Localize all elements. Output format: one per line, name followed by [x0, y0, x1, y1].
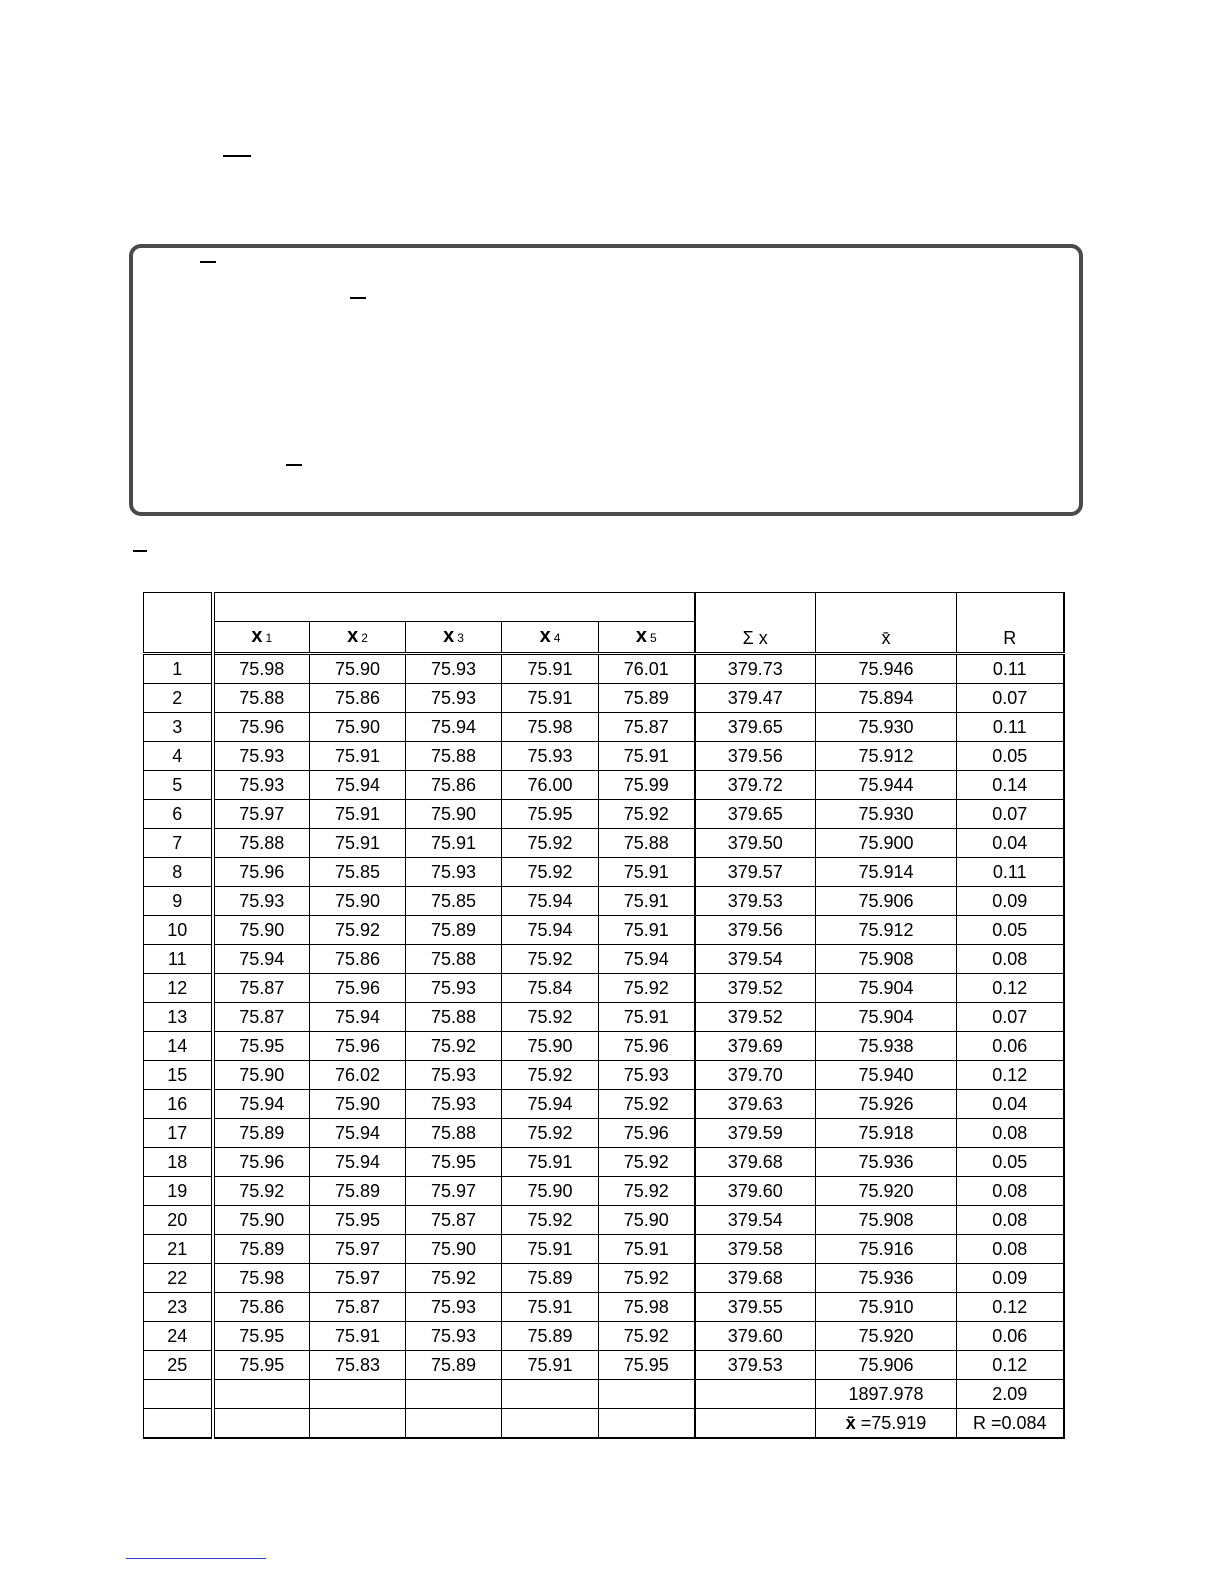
- range-cell: 0.07: [957, 800, 1064, 829]
- x5-cell: 75.92: [599, 1322, 695, 1351]
- sum-cell: 379.59: [695, 1119, 816, 1148]
- x1-cell: 75.95: [213, 1351, 310, 1380]
- overline-mark-1: [200, 261, 216, 263]
- mean-cell: 75.926: [816, 1090, 957, 1119]
- header-group-row: [144, 593, 1064, 622]
- range-cell: 0.07: [957, 1003, 1064, 1032]
- x1-cell: 75.95: [213, 1032, 310, 1061]
- x1-cell: 75.90: [213, 1206, 310, 1235]
- sum-cell: 379.68: [695, 1148, 816, 1177]
- mean-cell: 75.906: [816, 887, 957, 916]
- x5-cell: 75.91: [599, 1235, 695, 1264]
- mean-cell: 75.908: [816, 1206, 957, 1235]
- totals-row-mean-cell: 1897.978: [816, 1380, 957, 1409]
- x4-cell: 75.90: [502, 1177, 599, 1206]
- x2-cell: 75.91: [310, 742, 406, 771]
- x2-cell: 76.02: [310, 1061, 406, 1090]
- sum-cell: 379.56: [695, 742, 816, 771]
- x5-cell: 75.99: [599, 771, 695, 800]
- mean-cell: 75.940: [816, 1061, 957, 1090]
- overline-mark-4: [133, 550, 147, 552]
- table-row: [144, 742, 1064, 771]
- row-number: 21: [144, 1235, 213, 1264]
- row-number: 18: [144, 1148, 213, 1177]
- range-cell: 0.05: [957, 742, 1064, 771]
- table-row: [144, 1322, 1064, 1351]
- x2-cell: 75.91: [310, 829, 406, 858]
- range-cell: 0.05: [957, 1148, 1064, 1177]
- mean-cell: 75.920: [816, 1322, 957, 1351]
- x1-cell: 75.93: [213, 771, 310, 800]
- row-number: 19: [144, 1177, 213, 1206]
- sum-cell: 379.54: [695, 1206, 816, 1235]
- range-cell: 0.09: [957, 1264, 1064, 1293]
- table-row: [144, 1351, 1064, 1380]
- row-number: 24: [144, 1322, 213, 1351]
- averages-row-x5-cell: [599, 1409, 695, 1439]
- table-row: [144, 771, 1064, 800]
- sum-cell: 379.70: [695, 1061, 816, 1090]
- header-x2: x 2: [310, 622, 406, 654]
- mean-cell: 75.936: [816, 1148, 957, 1177]
- range-cell: 0.12: [957, 974, 1064, 1003]
- x3-cell: 75.86: [406, 771, 502, 800]
- x2-cell: 75.86: [310, 945, 406, 974]
- x4-cell: 75.92: [502, 1206, 599, 1235]
- table-row: [144, 1293, 1064, 1322]
- x2-cell: 75.94: [310, 1119, 406, 1148]
- x1-cell: 75.88: [213, 684, 310, 713]
- row-number: 2: [144, 684, 213, 713]
- range-cell: 0.12: [957, 1061, 1064, 1090]
- x3-cell: 75.93: [406, 1061, 502, 1090]
- x1-cell: 75.90: [213, 1061, 310, 1090]
- table-row: [144, 916, 1064, 945]
- x3-cell: 75.88: [406, 1003, 502, 1032]
- table-row: [144, 1206, 1064, 1235]
- x5-cell: 75.90: [599, 1206, 695, 1235]
- x3-cell: 75.93: [406, 1293, 502, 1322]
- x2-cell: 75.90: [310, 713, 406, 742]
- mean-cell: 75.906: [816, 1351, 957, 1380]
- table-row: [144, 1148, 1064, 1177]
- x4-cell: 75.98: [502, 713, 599, 742]
- x2-cell: 75.96: [310, 1032, 406, 1061]
- sum-cell: 379.65: [695, 800, 816, 829]
- header-sum: Σ x: [695, 593, 816, 654]
- range-cell: 0.04: [957, 829, 1064, 858]
- mean-cell: 75.946: [816, 654, 957, 684]
- x2-cell: 75.87: [310, 1293, 406, 1322]
- table-row: [144, 1003, 1064, 1032]
- x1-cell: 75.97: [213, 800, 310, 829]
- totals-row-x1-cell: [213, 1380, 310, 1409]
- totals-row-x2-cell: [310, 1380, 406, 1409]
- x2-cell: 75.86: [310, 684, 406, 713]
- x3-cell: 75.94: [406, 713, 502, 742]
- measurement-table: [143, 592, 1065, 1439]
- x5-cell: 75.91: [599, 1003, 695, 1032]
- sum-cell: 379.55: [695, 1293, 816, 1322]
- mean-cell: 75.930: [816, 713, 957, 742]
- x2-cell: 75.83: [310, 1351, 406, 1380]
- sum-cell: 379.63: [695, 1090, 816, 1119]
- x1-cell: 75.98: [213, 1264, 310, 1293]
- sum-cell: 379.58: [695, 1235, 816, 1264]
- table-row: [144, 1177, 1064, 1206]
- row-number: 14: [144, 1032, 213, 1061]
- x3-cell: 75.97: [406, 1177, 502, 1206]
- table-row: [144, 713, 1064, 742]
- x4-cell: 75.91: [502, 654, 599, 684]
- sum-cell: 379.50: [695, 829, 816, 858]
- row-number: 11: [144, 945, 213, 974]
- x4-cell: 75.92: [502, 1003, 599, 1032]
- sum-cell: 379.52: [695, 974, 816, 1003]
- range-cell: 0.08: [957, 945, 1064, 974]
- x2-cell: 75.90: [310, 887, 406, 916]
- x3-cell: 75.92: [406, 1264, 502, 1293]
- x4-cell: 75.93: [502, 742, 599, 771]
- table-row: [144, 1119, 1064, 1148]
- grand-mean-symbol: x̄: [845, 1413, 856, 1433]
- x5-cell: 75.92: [599, 800, 695, 829]
- x3-cell: 75.88: [406, 945, 502, 974]
- x2-cell: 75.97: [310, 1264, 406, 1293]
- footnote-rule: [126, 1558, 266, 1559]
- overline-mark-3: [286, 464, 302, 466]
- totals-row-x3-cell: [406, 1380, 502, 1409]
- mean-cell: 75.894: [816, 684, 957, 713]
- averages-row-row-number: [144, 1409, 213, 1439]
- averages-row-range-cell: R =0.084: [957, 1409, 1064, 1439]
- range-cell: 0.09: [957, 887, 1064, 916]
- x3-cell: 75.93: [406, 654, 502, 684]
- x1-cell: 75.95: [213, 1322, 310, 1351]
- x1-cell: 75.96: [213, 713, 310, 742]
- sum-cell: 379.72: [695, 771, 816, 800]
- definition-box: [129, 244, 1083, 516]
- range-cell: 0.06: [957, 1032, 1064, 1061]
- row-number: 9: [144, 887, 213, 916]
- totals-row-sum-cell: [695, 1380, 816, 1409]
- x2-cell: 75.90: [310, 654, 406, 684]
- sum-cell: 379.60: [695, 1177, 816, 1206]
- x5-cell: 75.89: [599, 684, 695, 713]
- x2-cell: 75.95: [310, 1206, 406, 1235]
- table-row: [144, 829, 1064, 858]
- x4-cell: 75.91: [502, 1235, 599, 1264]
- mean-cell: 75.900: [816, 829, 957, 858]
- totals-row-row-number: [144, 1380, 213, 1409]
- range-cell: 0.11: [957, 713, 1064, 742]
- table-row: [144, 654, 1064, 684]
- x5-cell: 75.88: [599, 829, 695, 858]
- table-row: [144, 1264, 1064, 1293]
- mean-cell: 75.936: [816, 1264, 957, 1293]
- mean-cell: 75.938: [816, 1032, 957, 1061]
- sum-cell: 379.47: [695, 684, 816, 713]
- sum-cell: 379.53: [695, 1351, 816, 1380]
- row-number: 10: [144, 916, 213, 945]
- x1-cell: 75.89: [213, 1119, 310, 1148]
- table-row: [144, 1235, 1064, 1264]
- x5-cell: 75.95: [599, 1351, 695, 1380]
- row-number: 23: [144, 1293, 213, 1322]
- range-cell: 0.08: [957, 1235, 1064, 1264]
- averages-row: [144, 1409, 1064, 1439]
- header-group-values: [213, 593, 695, 622]
- range-cell: 0.08: [957, 1177, 1064, 1206]
- mean-cell: 75.910: [816, 1293, 957, 1322]
- x4-cell: 75.94: [502, 916, 599, 945]
- table-row: [144, 945, 1064, 974]
- overline-mark-2: [350, 297, 366, 299]
- header-x1: x 1: [213, 622, 310, 654]
- totals-row-range-cell: 2.09: [957, 1380, 1064, 1409]
- sum-cell: 379.65: [695, 713, 816, 742]
- x3-cell: 75.89: [406, 916, 502, 945]
- row-number: 3: [144, 713, 213, 742]
- x5-cell: 75.92: [599, 1177, 695, 1206]
- x5-cell: 75.87: [599, 713, 695, 742]
- row-number: 13: [144, 1003, 213, 1032]
- row-number: 25: [144, 1351, 213, 1380]
- x3-cell: 75.93: [406, 1090, 502, 1119]
- x1-cell: 75.94: [213, 1090, 310, 1119]
- x4-cell: 75.91: [502, 1351, 599, 1380]
- sum-cell: 379.60: [695, 1322, 816, 1351]
- x4-cell: 75.91: [502, 1293, 599, 1322]
- x2-cell: 75.96: [310, 974, 406, 1003]
- x4-cell: 75.84: [502, 974, 599, 1003]
- mean-cell: 75.916: [816, 1235, 957, 1264]
- row-number: 1: [144, 654, 213, 684]
- x1-cell: 75.92: [213, 1177, 310, 1206]
- sum-cell: 379.53: [695, 887, 816, 916]
- range-cell: 0.08: [957, 1206, 1064, 1235]
- range-cell: 0.11: [957, 858, 1064, 887]
- x5-cell: 75.91: [599, 858, 695, 887]
- range-cell: 0.04: [957, 1090, 1064, 1119]
- x1-cell: 75.93: [213, 742, 310, 771]
- x3-cell: 75.88: [406, 742, 502, 771]
- mean-cell: 75.918: [816, 1119, 957, 1148]
- x4-cell: 75.89: [502, 1264, 599, 1293]
- grand-mean-value: =75.919: [855, 1413, 927, 1433]
- range-cell: 0.06: [957, 1322, 1064, 1351]
- sum-cell: 379.56: [695, 916, 816, 945]
- x4-cell: 75.91: [502, 684, 599, 713]
- header-x5: x 5: [599, 622, 695, 654]
- range-cell: 0.05: [957, 916, 1064, 945]
- sum-cell: 379.69: [695, 1032, 816, 1061]
- range-cell: 0.12: [957, 1351, 1064, 1380]
- x5-cell: 75.92: [599, 1148, 695, 1177]
- x5-cell: 75.92: [599, 974, 695, 1003]
- x3-cell: 75.91: [406, 829, 502, 858]
- x5-cell: 75.98: [599, 1293, 695, 1322]
- range-cell: 0.08: [957, 1119, 1064, 1148]
- x4-cell: 75.92: [502, 858, 599, 887]
- x2-cell: 75.94: [310, 1148, 406, 1177]
- x1-cell: 75.89: [213, 1235, 310, 1264]
- mean-cell: 75.908: [816, 945, 957, 974]
- x2-cell: 75.92: [310, 916, 406, 945]
- sum-cell: 379.52: [695, 1003, 816, 1032]
- x2-cell: 75.91: [310, 800, 406, 829]
- row-number: 15: [144, 1061, 213, 1090]
- sum-cell: 379.57: [695, 858, 816, 887]
- x2-cell: 75.90: [310, 1090, 406, 1119]
- mean-cell: 75.904: [816, 1003, 957, 1032]
- totals-row-x4-cell: [502, 1380, 599, 1409]
- range-cell: 0.11: [957, 654, 1064, 684]
- x1-cell: 75.87: [213, 1003, 310, 1032]
- row-number: 12: [144, 974, 213, 1003]
- row-number: 5: [144, 771, 213, 800]
- mean-cell: 75.944: [816, 771, 957, 800]
- header-mean: x̄: [816, 593, 957, 654]
- mean-cell: 75.930: [816, 800, 957, 829]
- x3-cell: 75.90: [406, 800, 502, 829]
- x1-cell: 75.96: [213, 858, 310, 887]
- x4-cell: 75.92: [502, 945, 599, 974]
- x5-cell: 76.01: [599, 654, 695, 684]
- x4-cell: 76.00: [502, 771, 599, 800]
- averages-row-sum-cell: [695, 1409, 816, 1439]
- x2-cell: 75.89: [310, 1177, 406, 1206]
- x3-cell: 75.89: [406, 1351, 502, 1380]
- row-number: 4: [144, 742, 213, 771]
- x3-cell: 75.95: [406, 1148, 502, 1177]
- sum-cell: 379.54: [695, 945, 816, 974]
- x1-cell: 75.88: [213, 829, 310, 858]
- header-x3: x 3: [406, 622, 502, 654]
- totals-row-x5-cell: [599, 1380, 695, 1409]
- header-x4: x 4: [502, 622, 599, 654]
- x3-cell: 75.92: [406, 1032, 502, 1061]
- x5-cell: 75.92: [599, 1264, 695, 1293]
- header-range: R: [957, 593, 1064, 654]
- x5-cell: 75.91: [599, 887, 695, 916]
- range-cell: 0.12: [957, 1293, 1064, 1322]
- row-number: 7: [144, 829, 213, 858]
- x2-cell: 75.97: [310, 1235, 406, 1264]
- averages-row-x2-cell: [310, 1409, 406, 1439]
- row-number: 16: [144, 1090, 213, 1119]
- x1-cell: 75.94: [213, 945, 310, 974]
- averages-row-x1-cell: [213, 1409, 310, 1439]
- x4-cell: 75.89: [502, 1322, 599, 1351]
- row-number: 17: [144, 1119, 213, 1148]
- x1-cell: 75.86: [213, 1293, 310, 1322]
- row-number: 22: [144, 1264, 213, 1293]
- x5-cell: 75.96: [599, 1032, 695, 1061]
- range-cell: 0.14: [957, 771, 1064, 800]
- x1-cell: 75.98: [213, 654, 310, 684]
- x5-cell: 75.93: [599, 1061, 695, 1090]
- averages-row-x3-cell: [406, 1409, 502, 1439]
- table-row: [144, 974, 1064, 1003]
- x4-cell: 75.94: [502, 887, 599, 916]
- row-number: 6: [144, 800, 213, 829]
- sum-cell: 379.68: [695, 1264, 816, 1293]
- table-row: [144, 887, 1064, 916]
- range-cell: 0.07: [957, 684, 1064, 713]
- x4-cell: 75.90: [502, 1032, 599, 1061]
- table-row: [144, 1090, 1064, 1119]
- x5-cell: 75.92: [599, 1090, 695, 1119]
- x1-cell: 75.90: [213, 916, 310, 945]
- x3-cell: 75.85: [406, 887, 502, 916]
- table-row: [144, 684, 1064, 713]
- table-row: [144, 800, 1064, 829]
- x4-cell: 75.92: [502, 1119, 599, 1148]
- x1-cell: 75.93: [213, 887, 310, 916]
- x2-cell: 75.85: [310, 858, 406, 887]
- x5-cell: 75.91: [599, 742, 695, 771]
- x3-cell: 75.93: [406, 974, 502, 1003]
- totals-row: [144, 1380, 1064, 1409]
- x3-cell: 75.87: [406, 1206, 502, 1235]
- x5-cell: 75.96: [599, 1119, 695, 1148]
- mean-cell: 75.920: [816, 1177, 957, 1206]
- row-number: 20: [144, 1206, 213, 1235]
- x4-cell: 75.95: [502, 800, 599, 829]
- table-row: [144, 858, 1064, 887]
- table-row: [144, 1032, 1064, 1061]
- x4-cell: 75.91: [502, 1148, 599, 1177]
- mean-cell: 75.904: [816, 974, 957, 1003]
- x2-cell: 75.94: [310, 1003, 406, 1032]
- table-row: [144, 1061, 1064, 1090]
- averages-row-mean-cell: [816, 1409, 957, 1439]
- x1-cell: 75.87: [213, 974, 310, 1003]
- averages-row-x4-cell: [502, 1409, 599, 1439]
- mean-cell: 75.914: [816, 858, 957, 887]
- x2-cell: 75.94: [310, 771, 406, 800]
- x3-cell: 75.93: [406, 1322, 502, 1351]
- x2-cell: 75.91: [310, 1322, 406, 1351]
- row-number: 8: [144, 858, 213, 887]
- x3-cell: 75.93: [406, 858, 502, 887]
- x5-cell: 75.94: [599, 945, 695, 974]
- x1-cell: 75.96: [213, 1148, 310, 1177]
- x4-cell: 75.94: [502, 1090, 599, 1119]
- x4-cell: 75.92: [502, 829, 599, 858]
- x4-cell: 75.92: [502, 1061, 599, 1090]
- mean-cell: 75.912: [816, 742, 957, 771]
- header-n: [144, 593, 213, 654]
- x5-cell: 75.91: [599, 916, 695, 945]
- sum-cell: 379.73: [695, 654, 816, 684]
- overline-mark-top: [223, 155, 251, 157]
- x3-cell: 75.93: [406, 684, 502, 713]
- mean-cell: 75.912: [816, 916, 957, 945]
- x3-cell: 75.88: [406, 1119, 502, 1148]
- x3-cell: 75.90: [406, 1235, 502, 1264]
